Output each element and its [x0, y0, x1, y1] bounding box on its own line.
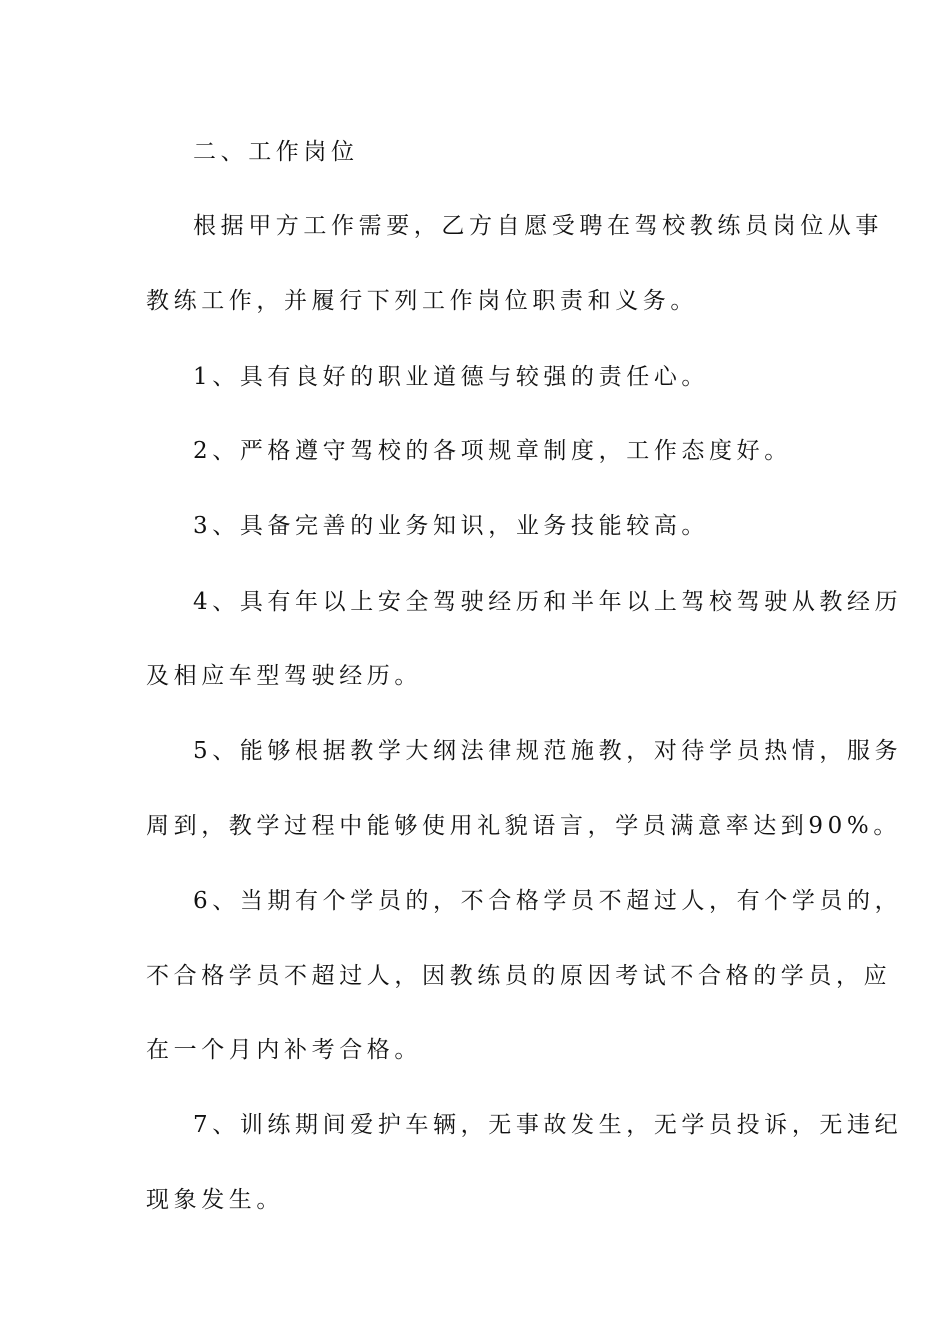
item-6-line-3: 在一个月内补考合格。 — [146, 1037, 422, 1063]
item-6-line-1: 6、当期有个学员的，不合格学员不超过人，有个学员的， — [193, 888, 903, 914]
item-5-line-2: 周到，教学过程中能够使用礼貌语言，学员满意率达到90%。 — [146, 813, 901, 839]
item-3-line-1: 3、具备完善的业务知识，业务技能较高。 — [193, 513, 710, 539]
item-2-line-1: 2、严格遵守驾校的各项规章制度，工作态度好。 — [193, 438, 792, 464]
item-4-line-2: 及相应车型驾驶经历。 — [146, 663, 422, 689]
item-5-line-1: 5、能够根据教学大纲法律规范施教，对待学员热情，服务 — [193, 738, 903, 764]
item-6-line-2: 不合格学员不超过人，因教练员的原因考试不合格的学员，应 — [146, 963, 892, 989]
intro-line-2: 教练工作，并履行下列工作岗位职责和义务。 — [146, 288, 698, 314]
item-4-line-1: 4、具有年以上安全驾驶经历和半年以上驾校驾驶从教经历 — [193, 589, 903, 615]
intro-line-1: 根据甲方工作需要，乙方自愿受聘在驾校教练员岗位从事 — [193, 213, 883, 239]
item-7-line-2: 现象发生。 — [146, 1187, 284, 1213]
item-7-line-1: 7、训练期间爱护车辆，无事故发生，无学员投诉，无违纪 — [193, 1112, 903, 1138]
section-heading: 二、工作岗位 — [193, 139, 359, 165]
item-1-line-1: 1、具有良好的职业道德与较强的责任心。 — [193, 364, 710, 390]
